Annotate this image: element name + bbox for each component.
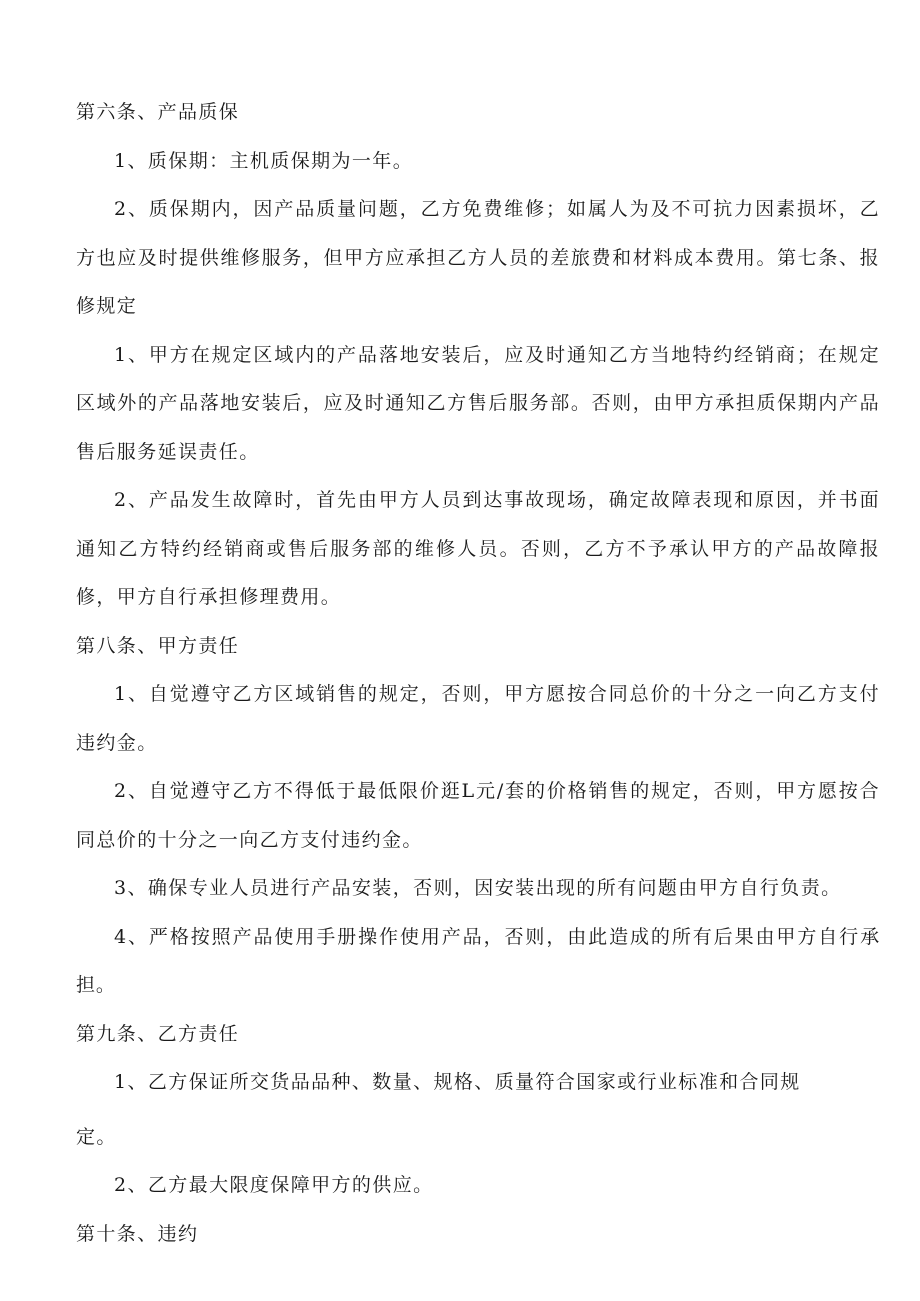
paragraph-9-1-continued: 定。 xyxy=(76,1125,117,1148)
section-heading-6: 第六条、产品质保 xyxy=(76,101,240,123)
paragraph-9-1: 1、乙方保证所交货品品种、数量、规格、质量符合国家或行业标准和合同规 xyxy=(114,1071,801,1093)
section-heading-8: 第八条、甲方责任 xyxy=(76,634,240,657)
paragraph-7-2: 2、产品发生故障时，首先由甲方人员到达事故现场，确定故障表现和原因，并书面通知乙方特约经销商或售后服务部的维修人员。否则，乙方不予承认甲方的产品故障报修，甲方自行承担修理费用。 xyxy=(76,489,880,608)
paragraph-8-1: 1、自觉遵守乙方区域销售的规定，否则，甲方愿按合同总价的十分之一向乙方支付违约金。 xyxy=(76,683,880,754)
paragraph-8-3: 3、确保专业人员进行产品安装，否则，因安装出现的所有问题由甲方自行负责。 xyxy=(114,877,842,899)
paragraph-8-4: 4、严格按照产品使用手册操作使用产品，否则，由此造成的所有后果由甲方自行承担。 xyxy=(76,925,880,996)
section-heading-10: 第十条、违约 xyxy=(76,1222,199,1245)
document-page xyxy=(76,88,880,1258)
paragraph-9-2: 2、乙方最大限度保障甲方的供应。 xyxy=(114,1174,434,1196)
paragraph-7-1: 1、甲方在规定区域内的产品落地安装后，应及时通知乙方当地特约经销商；在规定区域外的产品落地安装后，应及时通知乙方售后服务部。否则，由甲方承担质保期内产品售后服务延误责任。 xyxy=(76,343,880,463)
section-heading-9: 第九条、乙方责任 xyxy=(76,1022,240,1045)
paragraph-8-2: 2、自觉遵守乙方不得低于最低限价逛L元/套的价格销售的规定，否则，甲方愿按合同总价的十分之一向乙方支付违约金。 xyxy=(76,780,880,851)
paragraph-6-1: 1、质保期：主机质保期为一年。 xyxy=(114,149,414,172)
paragraph-6-2: 2、质保期内，因产品质量问题，乙方免费维修；如属人为及不可抗力因素损坏，乙方也应及时提供维修服务，但甲方应承担乙方人员的差旅费和材料成本费用。第七条、报修规定 xyxy=(76,198,880,317)
